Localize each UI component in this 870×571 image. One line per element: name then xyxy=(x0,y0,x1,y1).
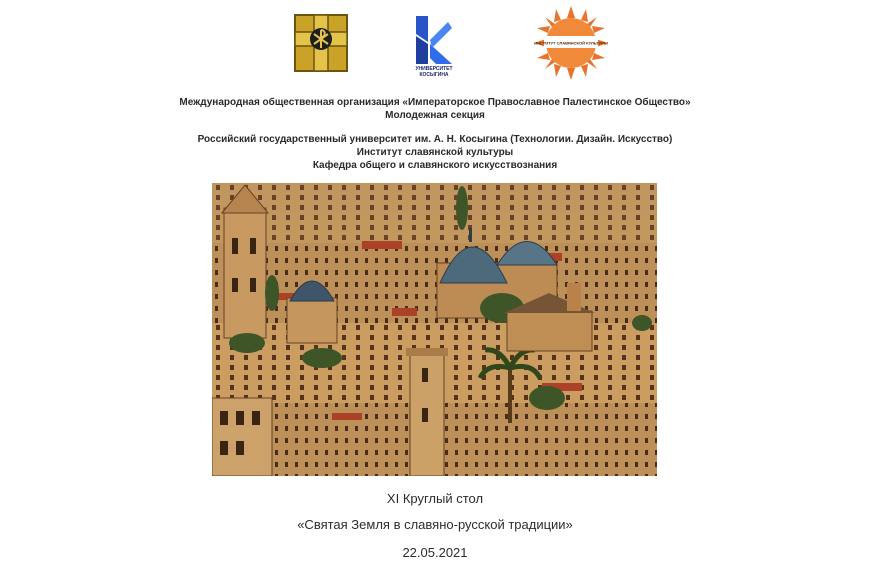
event-name: XI Круглый стол xyxy=(386,491,484,506)
org-ippo-line: Международная общественная организация «Императорское Православное Палестинское Общество» xyxy=(179,97,691,108)
university-line: Российский государственный университет им. А. Н. Косыгина (Технологии. Дизайн. Искусство) xyxy=(197,134,673,145)
ippo-cross-emblem-icon xyxy=(292,12,350,74)
kosygin-caption-line2: КОСЫГИНА xyxy=(419,72,449,78)
org-youth-section-line: Молодежная секция xyxy=(385,110,485,121)
org-block-university xyxy=(0,133,870,172)
event-date: 22.05.2021 xyxy=(402,545,468,560)
jerusalem-panorama-image xyxy=(212,183,657,476)
institute-sun-emblem-icon xyxy=(534,6,608,80)
institute-caption: ИНСТИТУТ СЛАВЯНСКОЙ КУЛЬТУРЫ xyxy=(534,40,608,46)
kosygin-caption-line1: УНИВЕРСИТЕТ xyxy=(415,66,453,72)
kosygin-caption xyxy=(402,66,466,78)
institute-line: Институт славянской культуры xyxy=(356,147,514,158)
org-block-ippo xyxy=(0,96,870,122)
event-title: «Святая Земля в славяно-русской традиции» xyxy=(297,517,573,532)
department-line: Кафедра общего и славянского искусствознания xyxy=(312,160,558,171)
logos-row xyxy=(0,6,870,78)
